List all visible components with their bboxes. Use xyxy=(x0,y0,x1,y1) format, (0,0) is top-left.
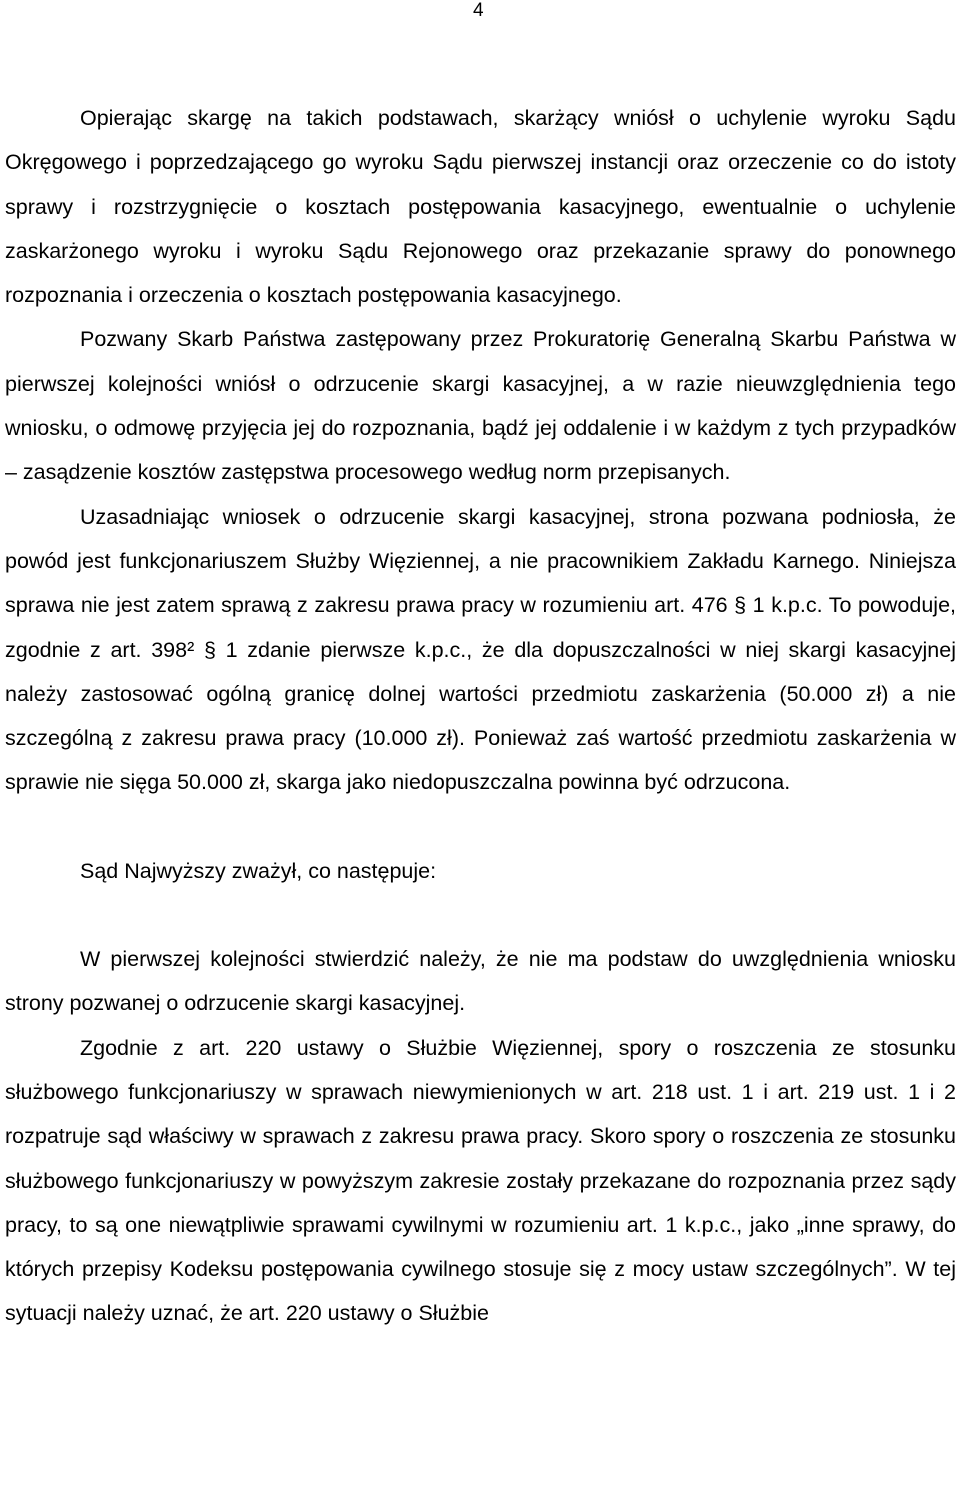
document-body xyxy=(5,96,956,1336)
paragraph-stwierdzenie: W pierwszej kolejności stwierdzić należy, że nie ma podstaw do uwzględnienia wniosku strony pozwanej o odrzucenie skargi kasacyjnej. xyxy=(5,947,956,1016)
paragraph-skarga: Opierając skargę na takich podstawach, skarżący wniósł o uchylenie wyroku Sądu Okręgowego i poprzedzającego go wyroku Sądu pierwszej instancji oraz orzeczenie co do istoty sprawy i rozstrzygnięcie o kosztach postępowania kasacyjnego, ewentualnie o uchylenie zaskarżonego wyroku i wyroku Sądu Rejonowego oraz przekazanie sprawy do ponownego rozpoznania i orzeczenia o kosztach postępowania kasacyjnego. xyxy=(5,106,956,308)
section-heading: Sąd Najwyższy zważył, co następuje: xyxy=(80,858,437,883)
paragraph-pozwany: Pozwany Skarb Państwa zastępowany przez Prokuratorię Generalną Skarbu Państwa w pierwszej kolejności wniósł o odrzucenie skargi kasacyjnej, a w razie nieuwzględnienia tego wniosku, o odmowę przyjęcia jej do rozpoznania, bądź jej oddalenie i w każdym z tych przypadków – zasądzenie kosztów zastępstwa procesowego według norm przepisanych. xyxy=(5,327,956,485)
paragraph-art-220: Zgodnie z art. 220 ustawy o Służbie Więziennej, spory o roszczenia ze stosunku służbowego funkcjonariuszy w sprawach niewymienionych w art. 218 ust. 1 i art. 219 ust. 1 i 2 rozpatruje sąd właściwy w sprawach z zakresu prawa pracy. Skoro spory o roszczenia ze stosunku służbowego funkcjonariuszy w powyższym zakresie zostały przekazane do rozpoznania przez sądy pracy, to są one niewątpliwie sprawami cywilnymi w rozumieniu art. 1 k.p.c., jako „inne sprawy, do których przepisy Kodeksu postępowania cywilnego stosuje się z mocy ustaw szczególnych”. W tej sytuacji należy uznać, że art. 220 ustawy o Służbie xyxy=(5,1035,956,1326)
spacer xyxy=(5,893,956,937)
page-number: 4 xyxy=(473,0,484,21)
spacer xyxy=(5,805,956,849)
paragraph-uzasadnienie: Uzasadniając wniosek o odrzucenie skargi kasacyjnej, strona pozwana podniosła, że powód jest funkcjonariuszem Służby Więziennej, a nie pracownikiem Zakładu Karnego. Niniejsza sprawa nie jest zatem sprawą z zakresu prawa pracy w rozumieniu art. 476 § 1 k.p.c. To powoduje, zgodnie z art. 398² § 1 zdanie pierwsze k.p.c., że dla dopuszczalności w niej skargi kasacyjnej należy zastosować ogólną granicę dolnej wartości przedmiotu zaskarżenia (50.000 zł) a nie szczególną z zakresu prawa pracy (10.000 zł). Ponieważ zaś wartość przedmiotu zaskarżenia w sprawie nie sięga 50.000 zł, skarga jako niedopuszczalna powinna być odrzucona. xyxy=(5,504,956,795)
